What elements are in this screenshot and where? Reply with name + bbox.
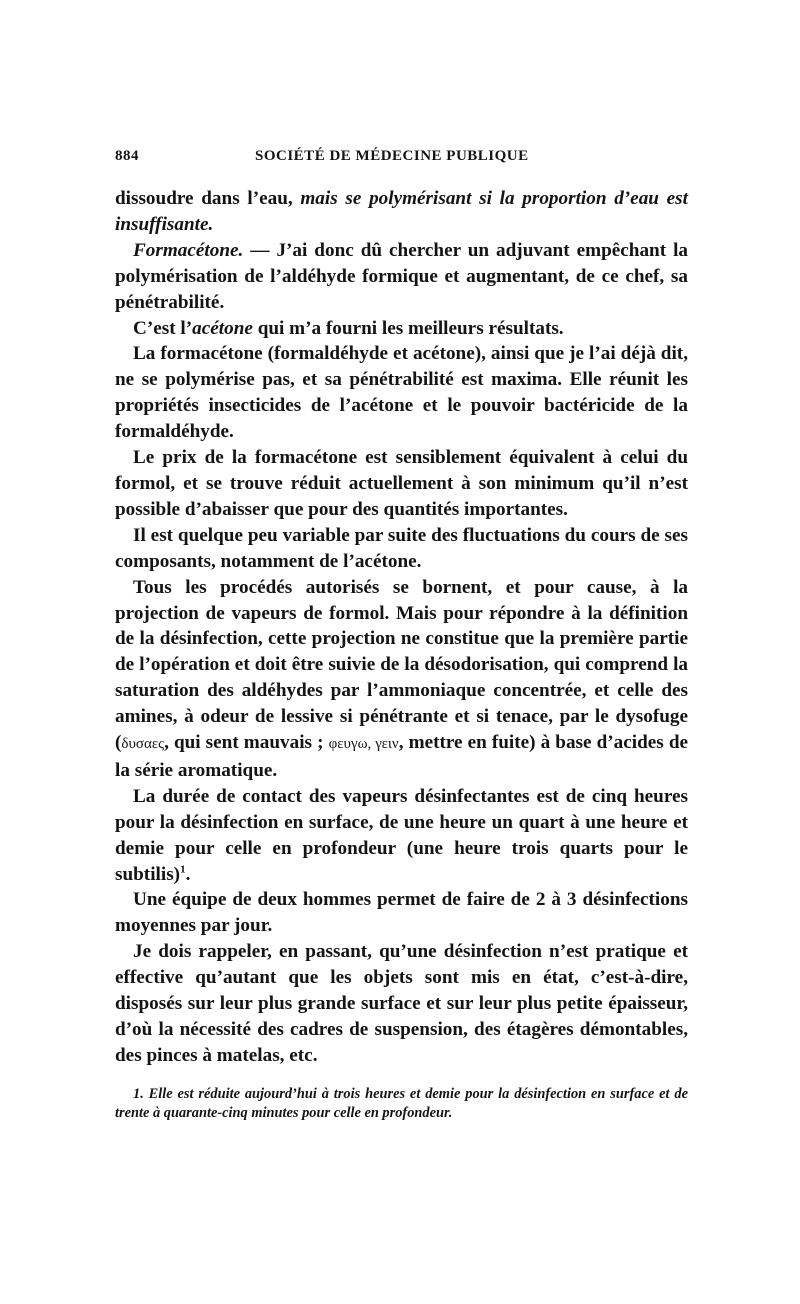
page-number: 884 xyxy=(115,148,139,164)
paragraph: Le prix de la formacétone est sensiblement équivalent à celui du formol, et se trouve réduit actuellement à son minimum qu’il n’est possible d’abaisser que pour des quantités importantes. xyxy=(115,447,688,520)
paragraph xyxy=(115,316,688,342)
greek-word: δυσαες xyxy=(121,736,165,753)
book-page xyxy=(115,148,688,1123)
text-run: Tous les procédés autorisés se bornent, et pour cause, à la projection de vapeurs de formol. Mais pour répondre à la définition de la désinfection, cette projection ne constitue que la première partie de l’opération et doit être suivie de la désodorisation, qui comprend la saturation des aldéhydes par l’ammoniaque concentrée, et celle des amines, à odeur de lessive si pénétrante et si tenace, par le dysofuge ( xyxy=(115,576,688,754)
running-head xyxy=(115,148,688,172)
text-run: dissoudre dans l’eau, xyxy=(115,188,301,209)
paragraph xyxy=(115,784,688,888)
paragraph xyxy=(115,186,688,238)
paragraph: Je dois rappeler, en passant, qu’une désinfection n’est pratique et effective qu’autant que les objets sont mis en état, c’est-à-dire, disposés sur leur plus grande surface et sur leur plus petite épaisseur, d’où la nécessité des cadres de suspension, des étagères démontables, des pinces à matelas, etc. xyxy=(115,941,688,1066)
text-run: qui m’a fourni les meilleurs résultats. xyxy=(252,317,564,339)
footnote-marker: 1 xyxy=(180,863,186,876)
text-run: . xyxy=(185,863,191,885)
greek-word: φευγω, γειν xyxy=(328,736,399,753)
paragraph: Une équipe de deux hommes permet de faire de 2 à 3 désinfections moyennes par jour. xyxy=(115,889,688,937)
text-run: — J’ai donc dû chercher un adjuvant empêchant la polymérisation de l’aldéhyde formique et augmentant, de ce chef, sa pénétrabilité. xyxy=(115,239,688,313)
text-run: C’est l’ xyxy=(133,317,193,339)
text-run: , qui sent mauvais ; xyxy=(164,732,329,754)
paragraph: La formacétone (formaldéhyde et acétone), ainsi que je l’ai déjà dit, ne se polymérise pas, et sa pénétrabilité est maxima. Elle réunit les propriétés insecticides de l’acétone et le pouvoir bactéricide de la formaldéhyde. xyxy=(115,343,688,443)
paragraph-formacetone xyxy=(115,238,688,316)
footnote: 1. Elle est réduite aujourd’hui à trois heures et demie pour la désinfection en surface et de trente à quarante-cinq minutes pour celle en profondeur. xyxy=(115,1085,688,1121)
paragraph: Il est quelque peu variable par suite des fluctuations du cours de ses composants, notamment de l’acétone. xyxy=(115,524,688,572)
section-heading-formacetone: Formacétone. xyxy=(133,239,244,261)
body-text xyxy=(115,186,688,1069)
italic-text-run: acétone xyxy=(192,317,253,339)
italic-text-run: mais se polymérisant si la proportion d’eau est insuffisante. xyxy=(115,188,688,235)
paragraph xyxy=(115,575,688,784)
text-run: , mettre en fuite) à base d’acides de la série aromatique. xyxy=(115,732,689,781)
journal-title: SOCIÉTÉ DE MÉDECINE PUBLIQUE xyxy=(255,148,529,164)
text-run: La durée de contact des vapeurs désinfectantes est de cinq heures pour la désinfection en surface, de une heure un quart à une heure et demie pour celle en profondeur (une heure trois quarts pour le subtilis) xyxy=(115,785,688,885)
